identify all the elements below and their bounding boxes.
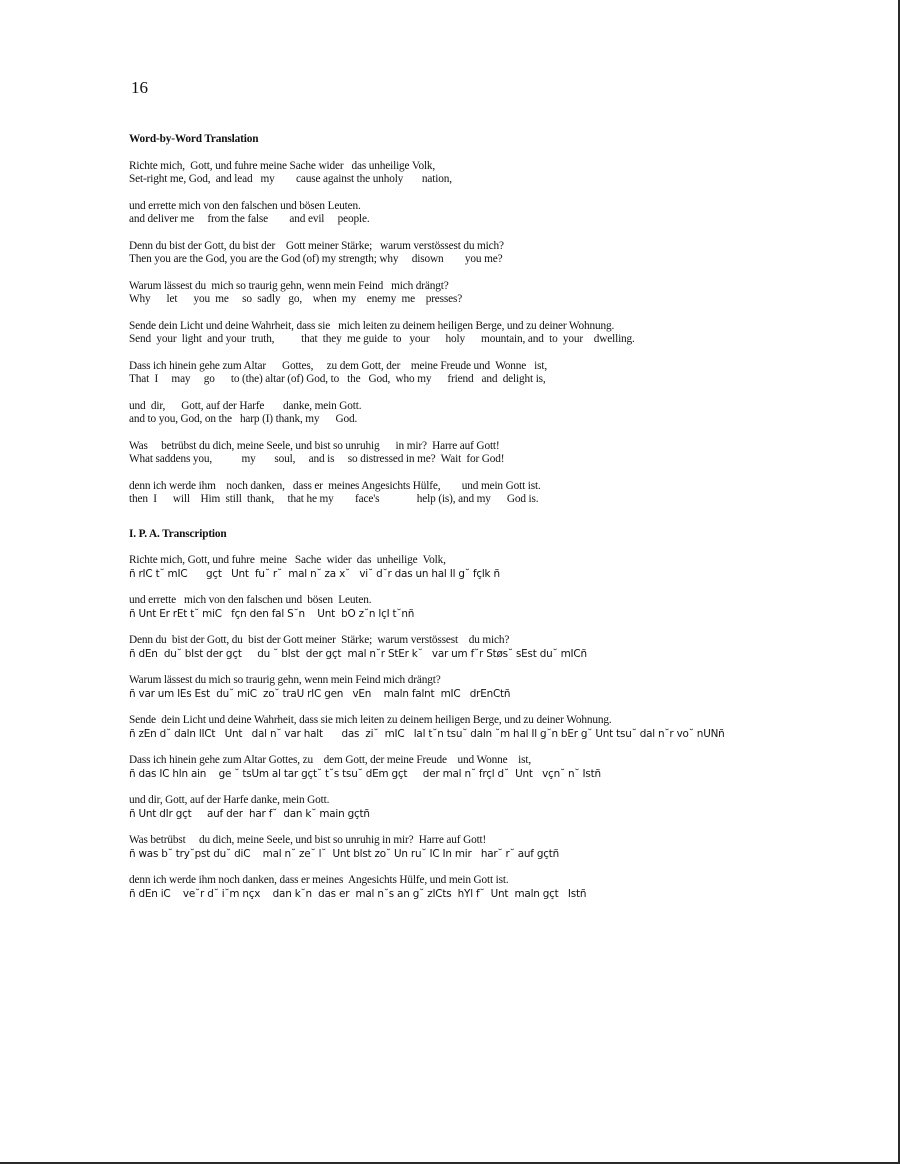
german-line: Warum lässest du mich so traurig gehn, wenn mein Feind mich drängt? (129, 674, 441, 686)
german-line: Sende dein Licht und deine Wahrheit, dass sie mich leiten zu deinem heiligen Berge, und zu deiner Wohnung. (129, 714, 612, 726)
verse-pair (129, 714, 769, 741)
verse-pair (129, 874, 769, 901)
german-line: und dir, Gott, auf der Harfe danke, mein Gott. (129, 794, 330, 806)
english-line: and deliver me from the false and evil people. (129, 213, 370, 225)
ipa-heading: I. P. A. Transcription (129, 527, 227, 540)
german-line: denn ich werde ihm noch danken, dass er meines Angesichts Hülfe, und mein Gott ist. (129, 874, 509, 886)
german-line: denn ich werde ihm noch danken, dass er meines Angesichts Hülfe, und mein Gott ist. (129, 479, 541, 492)
page-number: 16 (131, 78, 148, 97)
english-line: and to you, God, on the harp (I) thank, my God. (129, 413, 358, 425)
word-by-word-section (129, 160, 769, 507)
verse-pair (129, 280, 769, 307)
verse-pair (129, 634, 769, 661)
english-line: That I may go to (the) altar (of) God, to the God, who my friend and delight is, (129, 373, 546, 385)
verse-pair (129, 360, 769, 387)
verse-pair (129, 240, 769, 267)
verse-pair (129, 440, 769, 467)
german-line: Richte mich, Gott, und fuhre meine Sache wider das unheilige Volk, (129, 159, 436, 172)
english-line: Set-right me, God, and lead my cause against the unholy nation, (129, 173, 452, 185)
ipa-line: ñ dEn du˘ bIst der gçt du ˘ bIst der gçt mal n˘r StEr k˘ var um f˘r Støs˘ sEst du˘ mICñ (129, 647, 587, 660)
german-line: Dass ich hinein gehe zum Altar Gottes, zu dem Gott, der meine Freude und Wonne ist, (129, 359, 548, 372)
german-line: Denn du bist der Gott, du bist der Gott meiner Stärke; warum verstössest du mich? (129, 239, 504, 252)
document-content (129, 133, 769, 914)
verse-pair (129, 674, 769, 701)
english-line: Why let you me so sadly go, when my enemy me presses? (129, 293, 463, 305)
german-line: Dass ich hinein gehe zum Altar Gottes, zu dem Gott, der meine Freude und Wonne ist, (129, 754, 532, 766)
ipa-line: ñ rIC t˘ mIC gçt Unt fu˘ r˘ mal n˘ za x˘ vi˘ d˘r das un hal Il g˘ fçlk ñ (129, 567, 500, 580)
german-line: und errette mich von den falschen und bösen Leuten. (129, 594, 372, 606)
verse-pair (129, 480, 769, 507)
ipa-line: ñ var um lEs Est du˘ miC zo˘ traU rIC gen vEn maln falnt mIC drEnCtñ (129, 687, 511, 700)
german-line: Was betrübst du dich, meine Seele, und bist so unruhig in mir? Harre auf Gott! (129, 439, 500, 452)
german-line: Was betrübst du dich, meine Seele, und bist so unruhig in mir? Harre auf Gott! (129, 834, 487, 846)
verse-pair (129, 794, 769, 821)
verse-pair (129, 754, 769, 781)
verse-pair (129, 834, 769, 861)
verse-pair (129, 320, 769, 347)
ipa-line: ñ zEn d˘ daln lICt Unt dal n˘ var halt das zi˘ mIC lal t˘n tsu˘ daln ˘m hal Il g˘n bEr g˘ Unt tsu˘ dal n˘r vo˘ nUNñ (129, 727, 725, 740)
verse-pair (129, 160, 769, 187)
english-line: Then you are the God, you are the God (of) my strength; why disown you me? (129, 253, 503, 265)
verse-pair (129, 200, 769, 227)
german-line: und dir, Gott, auf der Harfe danke, mein Gott. (129, 399, 362, 412)
ipa-line: ñ Unt Er rEt t˘ miC fçn den fal S˘n Unt bO z˘n lçI t˘nñ (129, 607, 415, 620)
ipa-section (129, 554, 769, 901)
german-line: und errette mich von den falschen und bösen Leuten. (129, 199, 361, 212)
german-line: Denn du bist der Gott, du bist der Gott meiner Stärke; warum verstössest du mich? (129, 634, 510, 646)
english-line: Send your light and your truth, that they me guide to your holy mountain, and to your dwelling. (129, 333, 635, 345)
german-line: Richte mich, Gott, und fuhre meine Sache wider das unheilige Volk, (129, 554, 446, 566)
verse-pair (129, 594, 769, 621)
german-line: Sende dein Licht und deine Wahrheit, dass sie mich leiten zu deinem heiligen Berge, und zu deiner Wohnung. (129, 319, 615, 332)
ipa-line: ñ Unt dIr gçt auf der har f˘ dan k˘ main gçtñ (129, 807, 370, 820)
verse-pair (129, 400, 769, 427)
german-line: Warum lässest du mich so traurig gehn, wenn mein Feind mich drängt? (129, 279, 449, 292)
ipa-line: ñ dEn iC ve˘r d˘ i˘m nçx dan k˘n das er mal n˘s an g˘ zICts hYl f˘ Unt maln gçt Istñ (129, 887, 587, 900)
english-line: What saddens you, my soul, and is so distressed in me? Wait for God! (129, 453, 505, 465)
english-line: then I will Him still thank, that he my face's help (is), and my God is. (129, 493, 539, 505)
word-by-word-heading: Word-by-Word Translation (129, 133, 259, 145)
ipa-line: ñ was b˘ try˘pst du˘ diC mal n˘ ze˘ l˘ Unt blst zo˘ Un ru˘ IC In mir har˘ r˘ auf gçtñ (129, 847, 560, 860)
ipa-line: ñ das IC hln ain ge ˘ tsUm al tar gçt˘ t˘s tsu˘ dEm gçt der mal n˘ frçl d˘ Unt vçn˘ n˘ Istñ (129, 767, 601, 780)
verse-pair (129, 554, 769, 581)
